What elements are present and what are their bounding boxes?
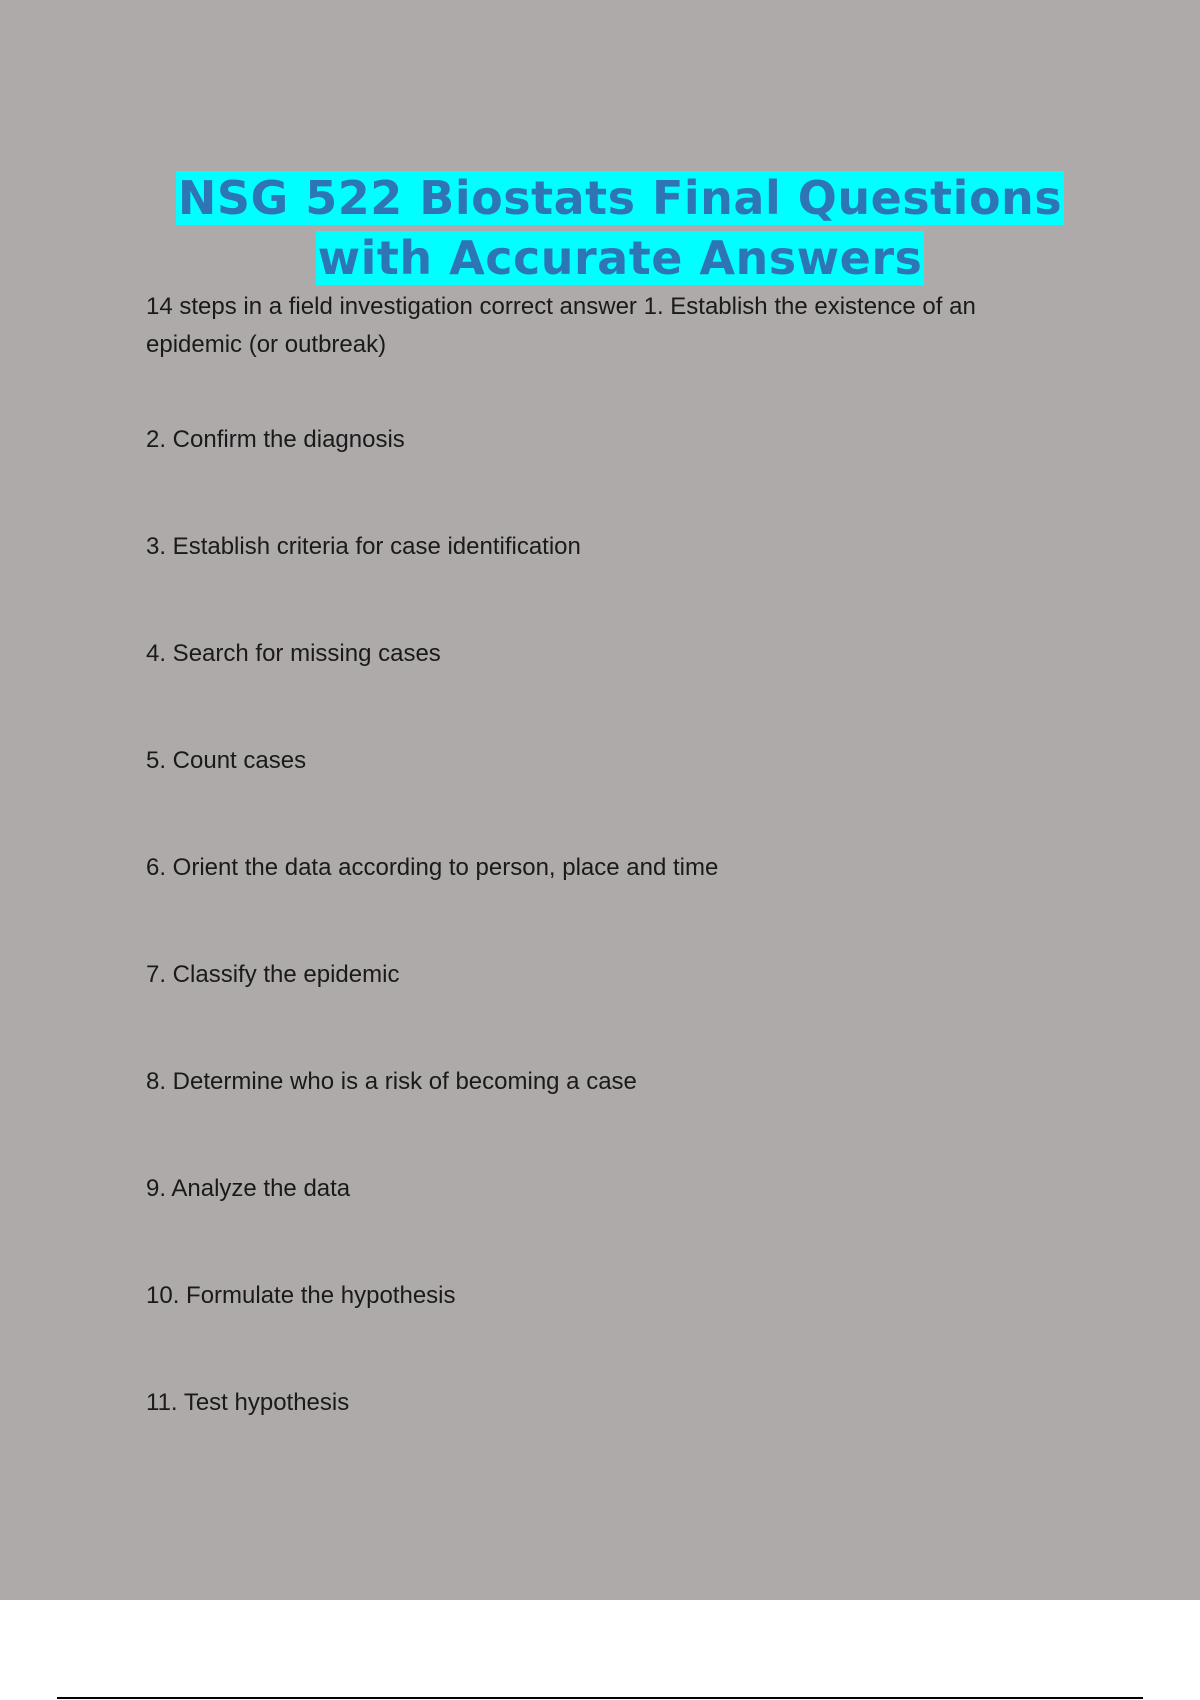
step-10: 10. Formulate the hypothesis xyxy=(146,1282,456,1309)
step-8: 8. Determine who is a risk of becoming a case xyxy=(146,1068,637,1095)
document-title xyxy=(0,168,1200,288)
step-7: 7. Classify the epidemic xyxy=(146,961,400,988)
title-line-2: with Accurate Answers xyxy=(317,231,923,285)
step-9: 9. Analyze the data xyxy=(146,1175,351,1202)
step-4: 4. Search for missing cases xyxy=(146,640,441,667)
question-intro: 14 steps in a field investigation correct answer 1. Establish the existence of an epidemic (or outbreak) xyxy=(146,293,976,358)
step-6: 6. Orient the data according to person, place and time xyxy=(146,854,719,881)
step-3: 3. Establish criteria for case identification xyxy=(146,533,581,560)
title-line-1: NSG 522 Biostats Final Questions xyxy=(177,171,1063,225)
footer-divider xyxy=(57,1697,1143,1699)
step-11: 11. Test hypothesis xyxy=(146,1389,350,1416)
document-body xyxy=(146,288,1076,1416)
step-5: 5. Count cases xyxy=(146,747,307,774)
step-2: 2. Confirm the diagnosis xyxy=(146,426,405,453)
